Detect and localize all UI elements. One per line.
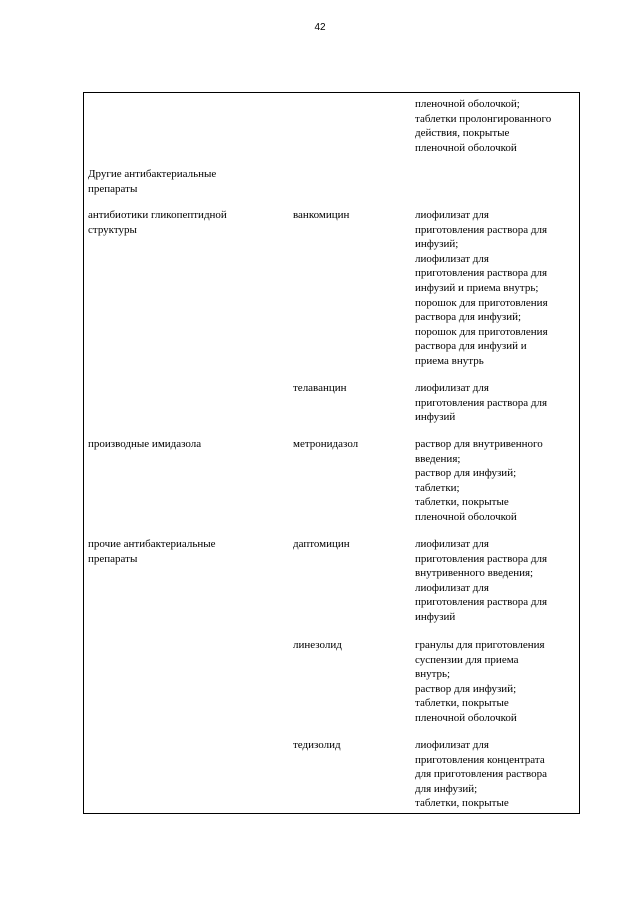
drug-group-cell: прочие антибактериальные препараты (88, 538, 216, 565)
drug-name-cell: метронидазол (293, 438, 359, 450)
dosage-form-cell: раствор для внутривенного введения; раствор для инфузий; таблетки; таблетки, покрытые пленочной оболочкой (415, 438, 543, 523)
drug-name-cell: ванкомицин (293, 209, 350, 221)
dosage-form-cell: пленочной оболочкой; таблетки пролонгированного действия, покрытые пленочной оболочкой (415, 98, 552, 154)
dosage-form-cell: лиофилизат для приготовления раствора для инфузий (415, 382, 547, 424)
page-number: 42 (314, 22, 326, 33)
dosage-form-cell: лиофилизат для приготовления раствора для инфузий; лиофилизат для приготовления раствора для инфузий и приема внутрь; порошок для приготовления раствора для инфузий; порошок для приготовления раствора для инфузий и приема внутрь (415, 209, 548, 367)
dosage-form-cell: гранулы для приготовления суспензии для приема внутрь; раствор для инфузий; таблетки, покрытые пленочной оболочкой (415, 639, 545, 724)
drug-name-cell: линезолид (293, 639, 342, 651)
dosage-form-cell: лиофилизат для приготовления раствора для внутривенного введения; лиофилизат для приготовления раствора для инфузий (415, 538, 547, 623)
drug-name-cell: даптомицин (293, 538, 350, 550)
drug-name-cell: телаванцин (293, 382, 347, 394)
drug-group-cell: антибиотики гликопептидной структуры (88, 209, 227, 236)
section-heading: Другие антибактериальные препараты (88, 168, 217, 195)
drug-group-cell: производные имидазола (88, 438, 202, 450)
drug-name-cell: тедизолид (293, 739, 341, 751)
dosage-form-cell: лиофилизат для приготовления концентрата для приготовления раствора для инфузий; таблетки, покрытые (415, 739, 547, 810)
